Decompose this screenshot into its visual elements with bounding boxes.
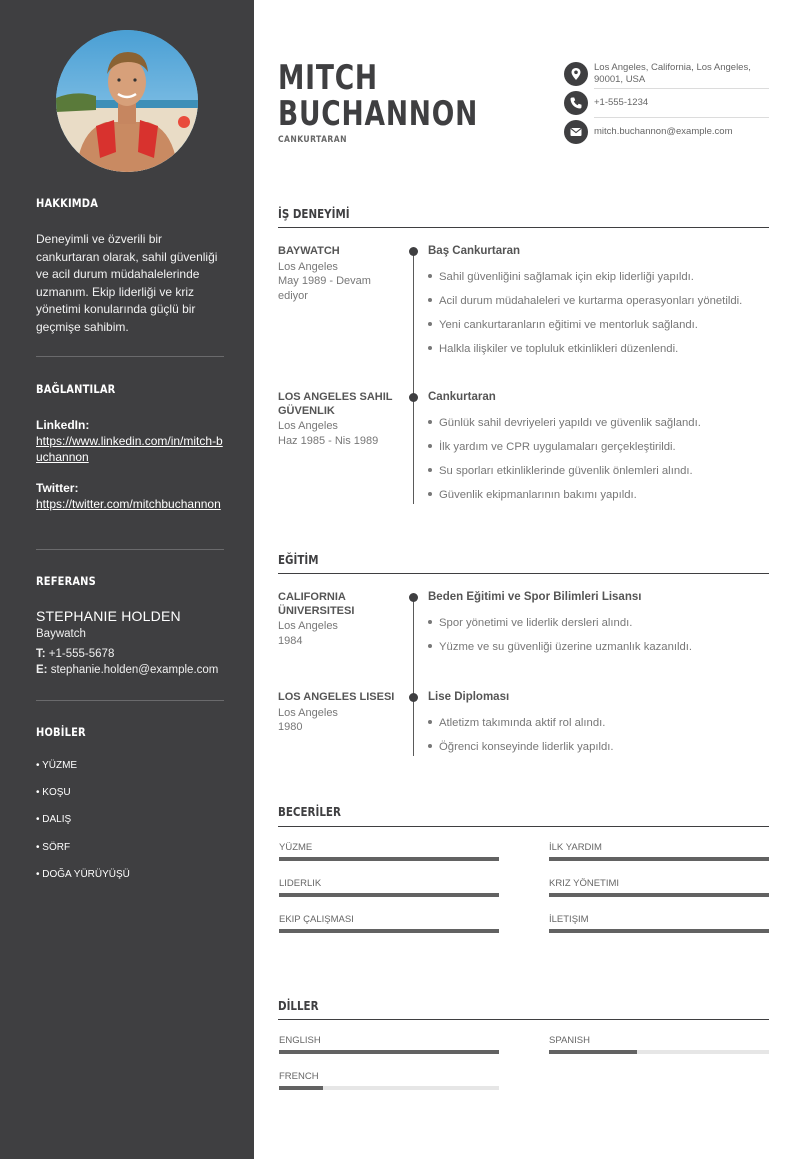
contact-location	[564, 62, 769, 88]
contact-phone-text: +1-555-1234	[594, 97, 649, 108]
entry-dates: Haz 1985 - Nis 1989	[278, 434, 379, 447]
entry-bullet	[428, 641, 692, 653]
about-text: Deneyimli ve özverili bir cankurtaran olarak, sahil güvenliği ve acil durum müdahalelerinde uzmanım. Ekip liderliği ve kriz yönetimi konularında güçlü bir geçmişe sahibim.	[36, 232, 218, 334]
hobbies-heading: HOBİLER	[36, 725, 86, 739]
experience-rule	[278, 227, 769, 228]
entry-bullet-text: Acil durum müdahaleleri ve kurtarma operasyonları yönetildi.	[439, 295, 743, 307]
skill-bar-fill	[549, 857, 769, 861]
hobbies-section	[36, 725, 224, 739]
language-item	[549, 1035, 769, 1046]
bullet-dot	[428, 468, 432, 472]
education-timeline	[413, 597, 414, 756]
entry-role: Cankurtaran	[428, 391, 496, 403]
bullet-dot	[428, 274, 432, 278]
skill-bar-fill	[279, 857, 499, 861]
sidebar	[0, 0, 254, 1159]
sidebar-divider	[36, 700, 224, 701]
linkedin-label: LinkedIn:	[36, 418, 90, 432]
contact-email-text[interactable]: mitch.buchannon@example.com	[594, 126, 733, 137]
last-name: BUCHANNON	[278, 94, 479, 134]
contact-email	[564, 120, 769, 144]
entry-bullet-text: Güvenlik ekipmanlarının bakımı yapıldı.	[439, 489, 637, 501]
hobby-item: • KOŞU	[36, 787, 71, 798]
language-bar	[279, 1086, 499, 1090]
bullet-dot	[428, 492, 432, 496]
twitter-link[interactable]: https://twitter.com/mitchbuchannon	[36, 497, 221, 511]
twitter-label: Twitter:	[36, 481, 79, 495]
skill-item	[279, 878, 499, 889]
entry-bullet	[428, 343, 678, 355]
timeline-dot	[409, 693, 418, 702]
education-entry-1-meta	[278, 591, 396, 648]
entry-organization: LOS ANGELES LISESI	[278, 691, 395, 703]
skill-item	[549, 914, 769, 925]
reference-email-label: E:	[36, 664, 48, 676]
language-bar-fill	[549, 1050, 637, 1054]
envelope-icon	[564, 120, 588, 144]
skill-bar	[279, 857, 499, 861]
entry-bullet-text: Spor yönetimi ve liderlik dersleri alındı.	[439, 617, 633, 629]
phone-icon	[564, 91, 588, 115]
language-item	[279, 1035, 499, 1046]
education-rule	[278, 573, 769, 574]
language-bar-fill	[279, 1050, 499, 1054]
skill-label: YÜZME	[279, 842, 313, 853]
skills-rule	[278, 826, 769, 827]
language-label: SPANISH	[549, 1035, 591, 1046]
entry-location: Los Angeles	[278, 620, 338, 632]
reference-heading: REFERANS	[36, 574, 96, 588]
language-item	[279, 1071, 499, 1082]
bullet-dot	[428, 298, 432, 302]
entry-bullet	[428, 617, 632, 629]
about-section	[36, 196, 224, 210]
entry-bullet	[428, 741, 614, 753]
contact-divider	[594, 88, 769, 89]
entry-organization: CALIFORNIA ÜNIVERSITESI	[278, 591, 355, 617]
linkedin-link[interactable]: https://www.linkedin.com/in/mitch-buchannon	[36, 434, 223, 464]
contact-location-text: Los Angeles, California, Los Angeles, 90001, USA	[594, 62, 751, 85]
links-section	[36, 382, 224, 396]
entry-dates: May 1989 - Devam ediyor	[278, 275, 371, 302]
entry-bullet-text: Su sporları etkinliklerinde güvenlik önlemleri alındı.	[439, 465, 693, 477]
bullet-dot	[428, 322, 432, 326]
entry-location: Los Angeles	[278, 260, 338, 273]
entry-organization: BAYWATCH	[278, 245, 340, 257]
sidebar-divider	[36, 549, 224, 550]
skill-label: İLK YARDIM	[549, 842, 602, 853]
skill-bar-fill	[549, 893, 769, 897]
entry-bullet	[428, 489, 637, 501]
about-heading: HAKKIMDA	[36, 196, 99, 210]
entry-role: Beden Eğitimi ve Spor Bilimleri Lisansı	[428, 591, 642, 603]
skill-item	[549, 842, 769, 853]
skill-bar	[549, 929, 769, 933]
education-heading: EĞİTİM	[278, 553, 319, 567]
entry-bullet	[428, 417, 701, 429]
skill-bar	[549, 893, 769, 897]
entry-bullet-text: Öğrenci konseyinde liderlik yapıldı.	[439, 741, 614, 753]
links-heading: BAĞLANTILAR	[36, 382, 116, 396]
experience-entry-2-details	[428, 391, 769, 511]
entry-bullet	[428, 717, 605, 729]
hobby-item: • DALIŞ	[36, 814, 72, 825]
entry-dates: 1984	[278, 634, 303, 647]
reference-section	[36, 574, 224, 588]
reference-phone	[36, 646, 224, 662]
experience-heading: İŞ DENEYİMİ	[278, 207, 350, 221]
entry-bullet	[428, 441, 676, 453]
bullet-dot	[428, 346, 432, 350]
contact-divider	[594, 117, 769, 118]
reference-name: STEPHANIE HOLDEN	[36, 608, 181, 624]
hobbies-list	[36, 760, 224, 890]
bullet-dot	[428, 720, 432, 724]
skill-bar	[549, 857, 769, 861]
entry-bullet-text: Atletizm takımında aktif rol alındı.	[439, 717, 606, 729]
language-label: FRENCH	[279, 1071, 319, 1082]
experience-entry-1-meta	[278, 245, 396, 303]
languages-heading: DİLLER	[278, 999, 319, 1013]
entry-location: Los Angeles	[278, 420, 338, 432]
entry-bullet-text: Yeni cankurtaranların eğitimi ve mentorluk sağlandı.	[439, 319, 698, 331]
experience-timeline	[413, 251, 414, 504]
entry-organization: LOS ANGELES SAHIL GÜVENLIK	[278, 391, 393, 417]
first-name: MITCH	[278, 58, 378, 98]
experience-entry-1-details	[428, 245, 769, 365]
skill-label: İLETIŞIM	[549, 914, 589, 925]
skill-bar-fill	[549, 929, 769, 933]
education-entry-2-details	[428, 691, 769, 761]
language-bar	[279, 1050, 499, 1054]
skills-heading: BECERİLER	[278, 805, 341, 819]
timeline-dot	[409, 393, 418, 402]
location-pin-icon	[564, 62, 588, 86]
education-entry-2-meta	[278, 691, 396, 735]
bullet-dot	[428, 420, 432, 424]
skill-item	[549, 878, 769, 889]
entry-location: Los Angeles	[278, 706, 338, 719]
skill-bar	[279, 893, 499, 897]
timeline-dot	[409, 593, 418, 602]
hobby-item: • SÖRF	[36, 842, 71, 853]
skill-bar	[279, 929, 499, 933]
language-bar-fill	[279, 1086, 323, 1090]
education-entry-1-details	[428, 591, 769, 661]
entry-bullet-text: Günlük sahil devriyeleri yapıldı ve güvenlik sağlandı.	[439, 417, 701, 429]
skill-bar-fill	[279, 929, 499, 933]
entry-bullet	[428, 295, 742, 307]
hobby-item: • DOĞA YÜRÜYÜŞÜ	[36, 869, 130, 880]
skill-label: KRIZ YÖNETIMI	[549, 878, 620, 889]
skill-label: LIDERLIK	[279, 878, 322, 889]
language-label: ENGLISH	[279, 1035, 321, 1046]
skill-item	[279, 914, 499, 925]
experience-entry-2-meta	[278, 391, 396, 448]
bullet-dot	[428, 620, 432, 624]
entry-bullet-text: İlk yardım ve CPR uygulamaları gerçekleştirildi.	[439, 441, 676, 453]
sidebar-divider	[36, 356, 224, 357]
twitter-entry	[36, 480, 224, 512]
about-body	[36, 231, 224, 336]
skill-item	[279, 842, 499, 853]
reference-email	[36, 662, 224, 678]
job-title: CANKURTARAN	[278, 135, 347, 145]
profile-photo	[56, 30, 198, 172]
bullet-dot	[428, 744, 432, 748]
entry-bullet	[428, 271, 694, 283]
reference-company: Baywatch	[36, 628, 86, 640]
reference-body	[36, 608, 224, 678]
reference-phone-label: T:	[36, 648, 46, 660]
entry-bullet	[428, 465, 693, 477]
skill-label: EKIP ÇALIŞMASI	[279, 914, 354, 925]
reference-phone-value: +1-555-5678	[48, 648, 115, 660]
entry-role: Lise Diploması	[428, 691, 510, 703]
bullet-dot	[428, 644, 432, 648]
reference-email-value: stephanie.holden@example.com	[50, 664, 219, 676]
hobby-item: • YÜZME	[36, 760, 78, 771]
entry-bullet-text: Sahil güvenliğini sağlamak için ekip liderliği yapıldı.	[439, 271, 694, 283]
entry-bullet	[428, 319, 698, 331]
entry-role: Baş Cankurtaran	[428, 245, 521, 257]
timeline-dot	[409, 247, 418, 256]
bullet-dot	[428, 444, 432, 448]
entry-dates: 1980	[278, 721, 303, 733]
language-bar	[549, 1050, 769, 1054]
entry-bullet-text: Yüzme ve su güvenliği üzerine uzmanlık kazanıldı.	[439, 641, 693, 653]
contact-phone	[564, 91, 769, 115]
linkedin-entry	[36, 417, 224, 465]
skill-bar-fill	[279, 893, 499, 897]
entry-bullet-text: Halkla ilişkiler ve topluluk etkinlikleri düzenlendi.	[439, 343, 679, 355]
languages-rule	[278, 1019, 769, 1020]
